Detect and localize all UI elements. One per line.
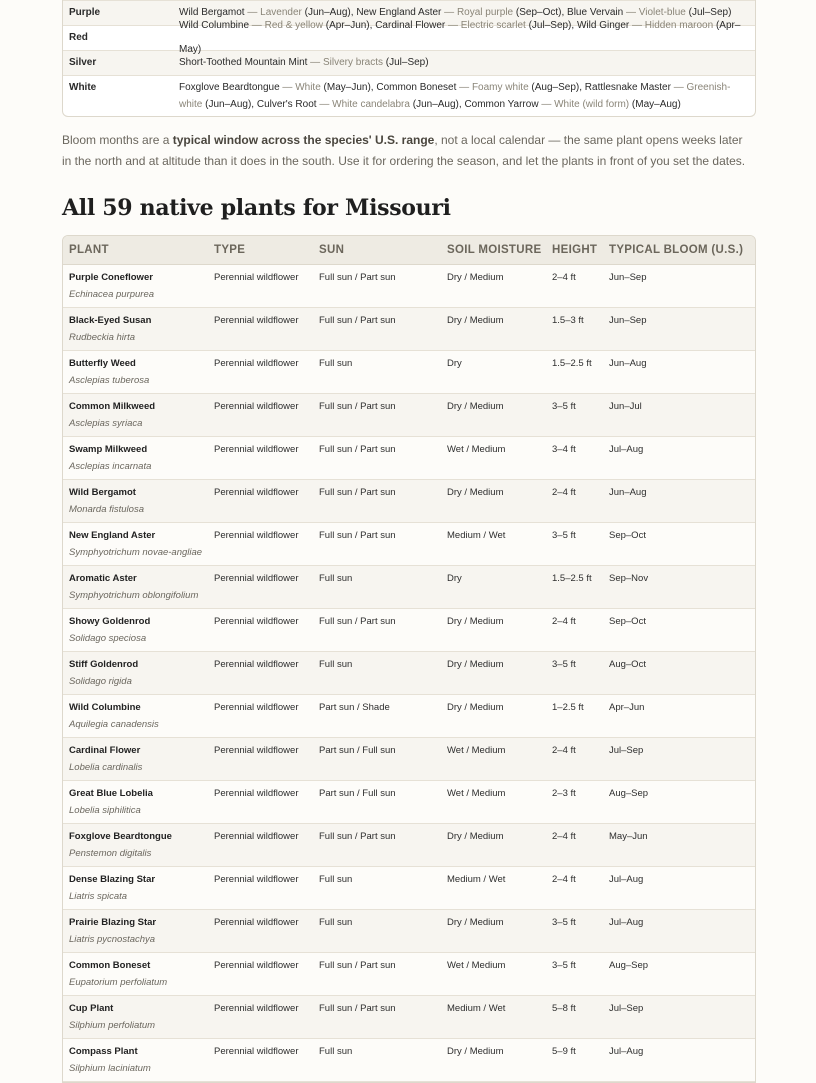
sun-requirement: Full sun [319,917,353,928]
bloom-period: Sep–Oct [609,530,646,541]
plant-scientific-name: Symphyotrichum novae-angliae [69,547,203,558]
soil-moisture: Wet / Medium [447,960,506,971]
bloom-months: (Sep–Oct) [515,7,562,18]
plant-height: 2–4 ft [552,272,576,283]
plant-type: Perennial wildflower [214,530,299,541]
plant-type: Perennial wildflower [214,444,299,455]
soil-moisture: Dry / Medium [447,487,504,498]
bloom-period: Jun–Sep [609,315,647,326]
plant-cell [63,652,214,694]
plant-cell [63,867,214,909]
bloom-note [62,130,754,172]
table-row [63,824,755,867]
plant-name: Wild Columbine [179,20,250,31]
bloom-months: (Jul–Sep) [688,7,732,18]
header-soil-moisture: SOIL MOISTURE [447,244,542,256]
plant-common-name: Cup Plant [69,1003,114,1014]
plant-common-name: Black-Eyed Susan [69,315,152,326]
plant-height: 3–5 ft [552,917,576,928]
plant-cell [63,523,214,565]
bloom-period: Jul–Aug [609,1046,644,1057]
plant-common-name: Wild Bergamot [69,487,136,498]
plant-height: 2–3 ft [552,788,576,799]
hue-description: Foamy white [471,82,529,93]
plant-type: Perennial wildflower [214,788,299,799]
plant-scientific-name: Lobelia cardinalis [69,762,143,773]
plant-cell [63,351,214,393]
bloom-months: (Jun–Aug) [304,7,351,18]
plant-common-name: Foxglove Beardtongue [69,831,172,842]
hue-description: White (wild form) [554,99,630,110]
plant-height: 2–4 ft [552,831,576,842]
plant-scientific-name: Asclepias syriaca [69,418,143,429]
bloom-period: Jul–Aug [609,874,644,885]
sun-requirement: Part sun / Shade [319,702,390,713]
plant-cell [63,695,214,737]
hue-description: Lavender [260,7,302,18]
table-row [63,265,755,308]
hue-description: Red & yellow [264,20,323,31]
table-row [63,480,755,523]
table-row [63,867,755,910]
plant-height: 2–4 ft [552,616,576,627]
plant-type: Perennial wildflower [214,917,299,928]
sun-requirement: Full sun / Part sun [319,616,396,627]
plant-cell [63,394,214,436]
plant-type: Perennial wildflower [214,401,299,412]
hue-description: Hidden maroon [644,20,714,31]
bloom-months: (May–Aug) [631,99,681,110]
bloom-months: (Jun–Aug) [205,99,252,110]
plant-common-name: Purple Coneflower [69,272,153,283]
plant-name: Foxglove Beardtongue [179,82,280,93]
table-body [63,265,755,1082]
hue-description: Violet-blue [638,7,686,18]
soil-moisture: Dry / Medium [447,272,504,283]
plant-scientific-name: Silphium laciniatum [69,1063,151,1074]
plant-cell [63,953,214,995]
plant-common-name: New England Aster [69,530,156,541]
table-row [63,308,755,351]
color-plants: Wild Columbine — Red & yellow (Apr–Jun), Cardinal Flower — Electric scarlet (Jul–Sep), Wild Ginger — Hidden maroon (Apr–May) [179,20,741,55]
plant-scientific-name: Penstemon digitalis [69,848,152,859]
plant-common-name: Butterfly Weed [69,358,136,369]
plant-common-name: Showy Goldenrod [69,616,151,627]
note-emphasis: typical window across the species' U.S. range [172,133,435,147]
plant-type: Perennial wildflower [214,960,299,971]
section-title: All 59 native plants for Missouri [62,195,451,221]
bloom-period: Jul–Sep [609,1003,644,1014]
plant-scientific-name: Asclepias incarnata [69,461,152,472]
bloom-months: (Jun–Aug) [412,99,459,110]
bloom-period: Jul–Aug [609,444,644,455]
plant-cell [63,480,214,522]
plant-scientific-name: Rudbeckia hirta [69,332,136,343]
plant-type: Perennial wildflower [214,272,299,283]
sun-requirement: Full sun [319,874,353,885]
plant-height: 1.5–2.5 ft [552,358,592,369]
bloom-period: Apr–Jun [609,702,645,713]
bloom-period: Sep–Oct [609,616,646,627]
table-row [63,738,755,781]
sun-requirement: Full sun / Part sun [319,530,396,541]
plant-height: 1–2.5 ft [552,702,584,713]
hue-description: Electric scarlet [460,20,526,31]
bloom-period: Jun–Sep [609,272,647,283]
plant-type: Perennial wildflower [214,573,299,584]
bloom-period: Jul–Aug [609,917,644,928]
soil-moisture: Dry / Medium [447,401,504,412]
plant-type: Perennial wildflower [214,831,299,842]
plant-height: 3–5 ft [552,530,576,541]
sun-requirement: Full sun / Part sun [319,444,396,455]
bloom-period: May–Jun [609,831,648,842]
table-row [63,910,755,953]
plant-type: Perennial wildflower [214,874,299,885]
flower-color-table [62,0,756,117]
color-name: Red [69,32,88,43]
hue-description: White candelabra [332,99,410,110]
bloom-period: Jul–Sep [609,745,644,756]
header-sun: SUN [319,244,345,256]
bloom-months: (Jul–Sep) [528,20,572,31]
plant-height: 1.5–2.5 ft [552,573,592,584]
plant-scientific-name: Echinacea purpurea [69,289,155,300]
table-row [63,652,755,695]
bloom-months: (May–Jun) [323,82,371,93]
sun-requirement: Part sun / Full sun [319,788,396,799]
plant-common-name: Wild Columbine [69,702,141,713]
plant-type: Perennial wildflower [214,487,299,498]
color-row [63,75,755,116]
soil-moisture: Dry / Medium [447,1046,504,1057]
color-name: Silver [69,57,97,68]
plant-scientific-name: Solidago speciosa [69,633,147,644]
plant-common-name: Great Blue Lobelia [69,788,153,799]
plant-scientific-name: Lobelia siphilitica [69,805,141,816]
plant-common-name: Prairie Blazing Star [69,917,157,928]
plant-height: 2–4 ft [552,487,576,498]
table-row [63,1039,755,1082]
plant-scientific-name: Silphium perfoliatum [69,1020,156,1031]
hue-description: Royal purple [456,7,514,18]
plant-type: Perennial wildflower [214,616,299,627]
plant-cell [63,308,214,350]
table-row [63,781,755,824]
plant-common-name: Common Milkweed [69,401,156,412]
soil-moisture: Medium / Wet [447,1003,506,1014]
plant-height: 3–5 ft [552,401,576,412]
color-name: White [69,82,97,93]
table-row [63,351,755,394]
plant-name: Rattlesnake Master [584,82,671,93]
sun-requirement: Full sun / Part sun [319,960,396,971]
color-name: Purple [69,7,101,18]
soil-moisture: Dry / Medium [447,616,504,627]
header-plant: PLANT [69,244,109,256]
plant-cell [63,738,214,780]
soil-moisture: Dry / Medium [447,702,504,713]
bloom-period: Jun–Jul [609,401,642,412]
plant-type: Perennial wildflower [214,315,299,326]
bloom-months: (Jul–Sep) [385,57,429,68]
sun-requirement: Full sun [319,573,353,584]
bloom-period: Jun–Aug [609,487,647,498]
table-row [63,566,755,609]
plant-common-name: Dense Blazing Star [69,874,156,885]
sun-requirement: Full sun / Part sun [319,831,396,842]
bloom-period: Aug–Oct [609,659,646,670]
plant-cell [63,910,214,952]
plant-scientific-name: Liatris spicata [69,891,128,902]
plant-type: Perennial wildflower [214,1046,299,1057]
plant-cell [63,1039,214,1081]
hue-description: Greenish-white [179,82,731,110]
bloom-period: Aug–Sep [609,960,649,971]
plant-cell [63,437,214,479]
note-text: Bloom months are a [62,133,173,147]
bloom-period: Jun–Aug [609,358,647,369]
sun-requirement: Full sun / Part sun [319,272,396,283]
plant-name: New England Aster [356,7,442,18]
plant-scientific-name: Asclepias tuberosa [69,375,150,386]
plant-scientific-name: Symphyotrichum oblongifolium [69,590,199,601]
sun-requirement: Full sun / Part sun [319,1003,396,1014]
bloom-period: Sep–Nov [609,573,649,584]
soil-moisture: Dry [447,358,462,369]
plant-type: Perennial wildflower [214,702,299,713]
plant-cell [63,609,214,651]
color-row [63,20,755,55]
plant-scientific-name: Monarda fistulosa [69,504,144,515]
header-type: TYPE [214,244,246,256]
hue-description: White [295,82,321,93]
plant-cell [63,781,214,823]
table-row [63,953,755,996]
sun-requirement: Full sun [319,659,353,670]
table-row [63,609,755,652]
sun-requirement: Full sun / Part sun [319,401,396,412]
plant-cell [63,265,214,307]
plant-name: Wild Bergamot [179,7,245,18]
plant-height: 2–4 ft [552,745,576,756]
header-bloom: TYPICAL BLOOM (U.S.) [609,244,744,256]
bloom-months: (Aug–Sep) [531,82,580,93]
plant-type: Perennial wildflower [214,1003,299,1014]
plant-common-name: Swamp Milkweed [69,444,148,455]
soil-moisture: Wet / Medium [447,788,506,799]
soil-moisture: Dry / Medium [447,831,504,842]
plant-height: 1.5–3 ft [552,315,584,326]
bloom-period: Aug–Sep [609,788,649,799]
bloom-months: (Apr–May) [179,20,741,55]
table-row [63,394,755,437]
plant-common-name: Aromatic Aster [69,573,137,584]
plant-type: Perennial wildflower [214,659,299,670]
plant-name: Common Boneset [376,82,457,93]
soil-moisture: Wet / Medium [447,745,506,756]
soil-moisture: Wet / Medium [447,444,506,455]
plant-cell [63,566,214,608]
header-height: HEIGHT [552,244,598,256]
plant-height: 3–5 ft [552,960,576,971]
plant-common-name: Cardinal Flower [69,745,141,756]
color-plants: Foxglove Beardtongue — White (May–Jun), Common Boneset — Foamy white (Aug–Sep), Rattlesnake Master — Greenish-white (Jun–Aug), Culver's Root — White candelabra (Jun–Aug), Common Yarrow — White (wild form) (May–Aug) [179,82,731,110]
table-row [63,523,755,566]
plant-name: Cardinal Flower [375,20,446,31]
sun-requirement: Full sun [319,1046,353,1057]
plant-height: 2–4 ft [552,874,576,885]
plant-cell [63,824,214,866]
soil-moisture: Medium / Wet [447,874,506,885]
plant-height: 3–4 ft [552,444,576,455]
sun-requirement: Full sun / Part sun [319,315,396,326]
soil-moisture: Dry / Medium [447,659,504,670]
page-content [62,0,754,1083]
sun-requirement: Part sun / Full sun [319,745,396,756]
plants-table [62,235,756,1083]
soil-moisture: Dry / Medium [447,315,504,326]
plant-name: Culver's Root [256,99,317,110]
plant-scientific-name: Eupatorium perfoliatum [69,977,168,988]
table-row [63,437,755,480]
table-header [63,236,755,265]
soil-moisture: Dry / Medium [447,917,504,928]
hue-description: Silvery bracts [322,57,383,68]
plant-common-name: Common Boneset [69,960,151,971]
plant-cell [63,996,214,1038]
plant-name: Short-Toothed Mountain Mint [179,57,308,68]
sun-requirement: Full sun / Part sun [319,487,396,498]
table-row [63,996,755,1039]
plant-common-name: Compass Plant [69,1046,138,1057]
plant-height: 5–9 ft [552,1046,576,1057]
plant-scientific-name: Liatris pycnostachya [69,934,156,945]
plant-type: Perennial wildflower [214,745,299,756]
table-row [63,695,755,738]
soil-moisture: Dry [447,573,462,584]
color-plants: Wild Bergamot — Lavender (Jun–Aug), New England Aster — Royal purple (Sep–Oct), Blue Vervain — Violet-blue (Jul–Sep) [179,7,732,18]
plant-name: Blue Vervain [567,7,624,18]
plant-scientific-name: Solidago rigida [69,676,132,687]
sun-requirement: Full sun [319,358,353,369]
bloom-months: (Apr–Jun) [325,20,370,31]
plant-height: 5–8 ft [552,1003,576,1014]
plant-height: 3–5 ft [552,659,576,670]
note-text-end: , not a local calendar — the same plant opens weeks later in the north and at altitude than it does in the south. Use it for ordering the season, and let the plants in front of you set the dates. [62,133,746,168]
soil-moisture: Medium / Wet [447,530,506,541]
plant-name: Wild Ginger [576,20,630,31]
color-plants: Short-Toothed Mountain Mint — Silvery bracts (Jul–Sep) [179,57,429,68]
plant-scientific-name: Aquilegia canadensis [69,719,159,730]
plant-common-name: Stiff Goldenrod [69,659,139,670]
plant-name: Common Yarrow [464,99,539,110]
plant-type: Perennial wildflower [214,358,299,369]
color-row [63,50,755,75]
